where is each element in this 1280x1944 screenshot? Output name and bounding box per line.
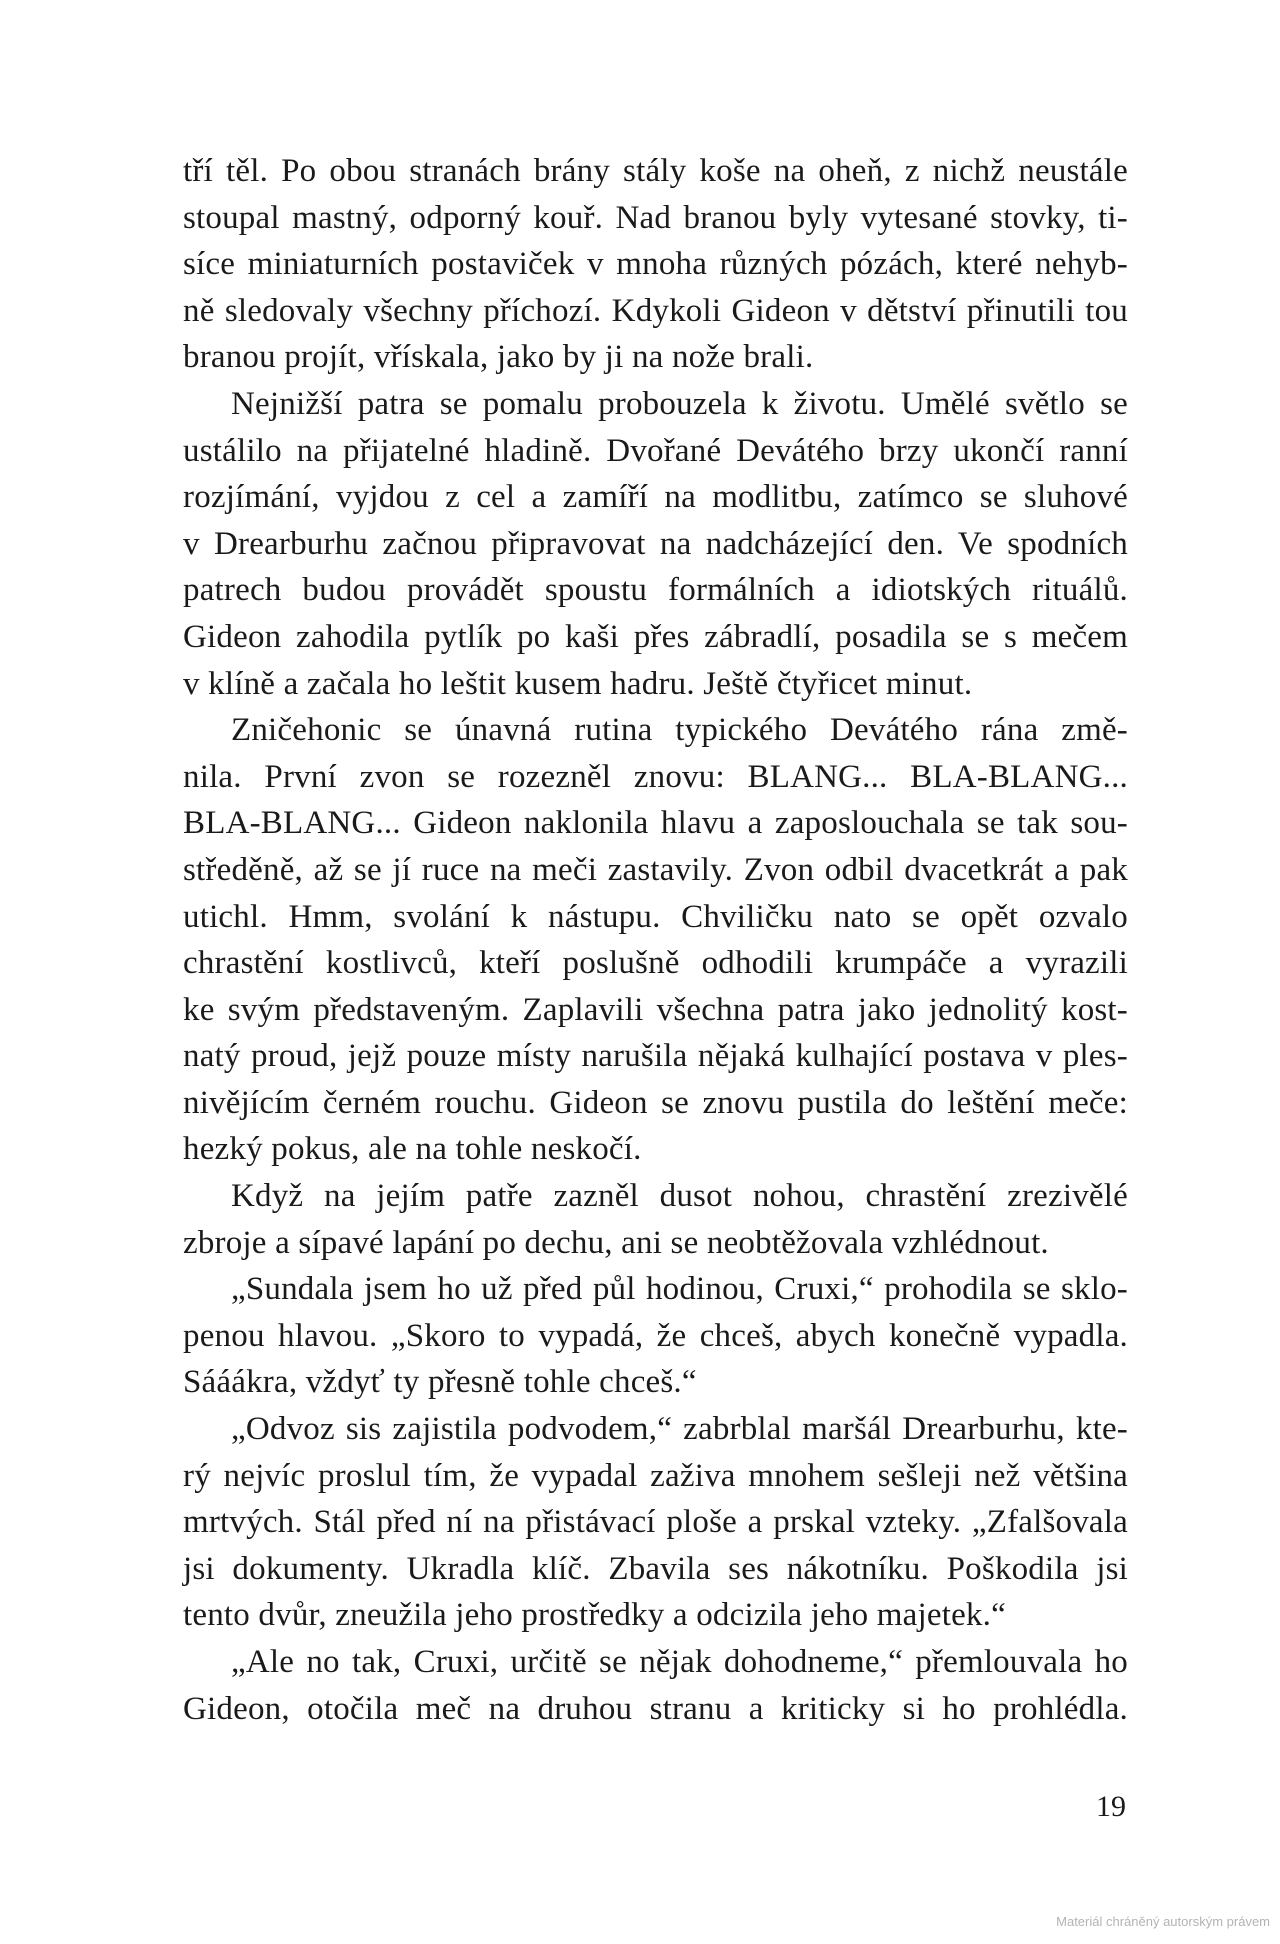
text-line: nivějícím černém rouchu. Gideon se znovu pustila do leštění meče: [183, 1084, 1128, 1121]
text-line: hezký pokus, ale na tohle neskočí. [183, 1131, 642, 1168]
text-line: stoupal mastný, odporný kouř. Nad branou byly vytesané stovky, ti- [183, 199, 1128, 236]
page-number: 19 [1096, 1790, 1126, 1823]
text-line: ně sledovaly všechny příchozí. Kdykoli Gideon v dětství přinutili tou [183, 292, 1128, 329]
text-line: tento dvůr, zneužila jeho prostředky a odcizila jeho majetek.“ [183, 1597, 1006, 1634]
text-line: ke svým představeným. Zaplavili všechna patra jako jednolitý kost- [183, 991, 1128, 1028]
text-line: nila. První zvon se rozezněl znovu: BLANG... BLA-BLANG... [183, 758, 1128, 795]
text-line: rozjímání, vyjdou z cel a zamíří na modlitbu, zatímco se sluhové [183, 479, 1128, 516]
text-line: chrastění kostlivců, kteří poslušně odhodili krumpáče a vyrazili [183, 945, 1128, 982]
text-line: mrtvých. Stál před ní na přistávací ploše a prskal vzteky. „Zfalšovala [183, 1504, 1128, 1541]
text-line: „Sundala jsem ho už před půl hodinou, Cruxi,“ prohodila se sklo- [231, 1271, 1128, 1308]
text-line: ustálilo na přijatelné hladině. Dvořané Devátého brzy ukončí ranní [183, 432, 1128, 469]
text-line: Sááákra, vždyť ty přesně tohle chceš.“ [183, 1364, 697, 1401]
text-line: „Ale no tak, Cruxi, určitě se nějak dohodneme,“ přemlouvala ho [231, 1644, 1128, 1680]
text-line: branou projít, vřískala, jako by ji na nože brali. [183, 339, 814, 376]
text-line: v klíně a začala ho leštit kusem hadru. Ještě čtyřicet minut. [183, 665, 973, 702]
text-line: Když na jejím patře zazněl dusot nohou, chrastění zrezivělé [231, 1178, 1128, 1215]
text-line: natý proud, jejž pouze místy narušila nějaká kulhající postava v ples- [183, 1038, 1128, 1075]
text-line: BLA-BLANG... Gideon naklonila hlavu a zaposlouchala se tak sou- [183, 805, 1128, 842]
text-line: v Drearburhu začnou připravovat na nadcházející den. Ve spodních [183, 525, 1128, 562]
text-line: středěně, až se jí ruce na meči zastavily. Zvon odbil dvacetkrát a pak [183, 851, 1128, 888]
text-line: penou hlavou. „Skoro to vypadá, že chceš, abych konečně vypadla. [183, 1317, 1128, 1354]
text-line: Gideon, otočila meč na druhou stranu a kriticky si ho prohlédla. [183, 1690, 1128, 1727]
copyright-watermark: Materiál chráněný autorským právem [1056, 1914, 1270, 1929]
text-line: jsi dokumenty. Ukradla klíč. Zbavila ses nákotníku. Poškodila jsi [183, 1550, 1128, 1587]
text-line: Zničehonic se únavná rutina typického Devátého rána změ- [231, 712, 1128, 749]
text-line: „Odvoz sis zajistila podvodem,“ zabrblal maršál Drearburhu, kte- [231, 1411, 1128, 1448]
text-line: patrech budou provádět spoustu formálních a idiotských rituálů. [183, 572, 1128, 609]
text-line: Gideon zahodila pytlík po kaši přes zábradlí, posadila se s mečem [183, 618, 1128, 655]
text-line: síce miniaturních postaviček v mnoha různých pózách, které nehyb- [183, 246, 1128, 283]
text-line: tří těl. Po obou stranách brány stály koše na oheň, z nichž neustále [183, 153, 1128, 189]
book-page-text [183, 148, 1128, 1732]
text-line: rý nejvíc proslul tím, že vypadal zaživa mnohem sešleji než většina [183, 1457, 1128, 1494]
text-line: utichl. Hmm, svolání k nástupu. Chviličku nato se opět ozvalo [183, 898, 1128, 935]
text-line: Nejnižší patra se pomalu probouzela k životu. Umělé světlo se [231, 385, 1128, 422]
text-line: zbroje a sípavé lapání po dechu, ani se neobtěžovala vzhlédnout. [183, 1224, 1049, 1261]
